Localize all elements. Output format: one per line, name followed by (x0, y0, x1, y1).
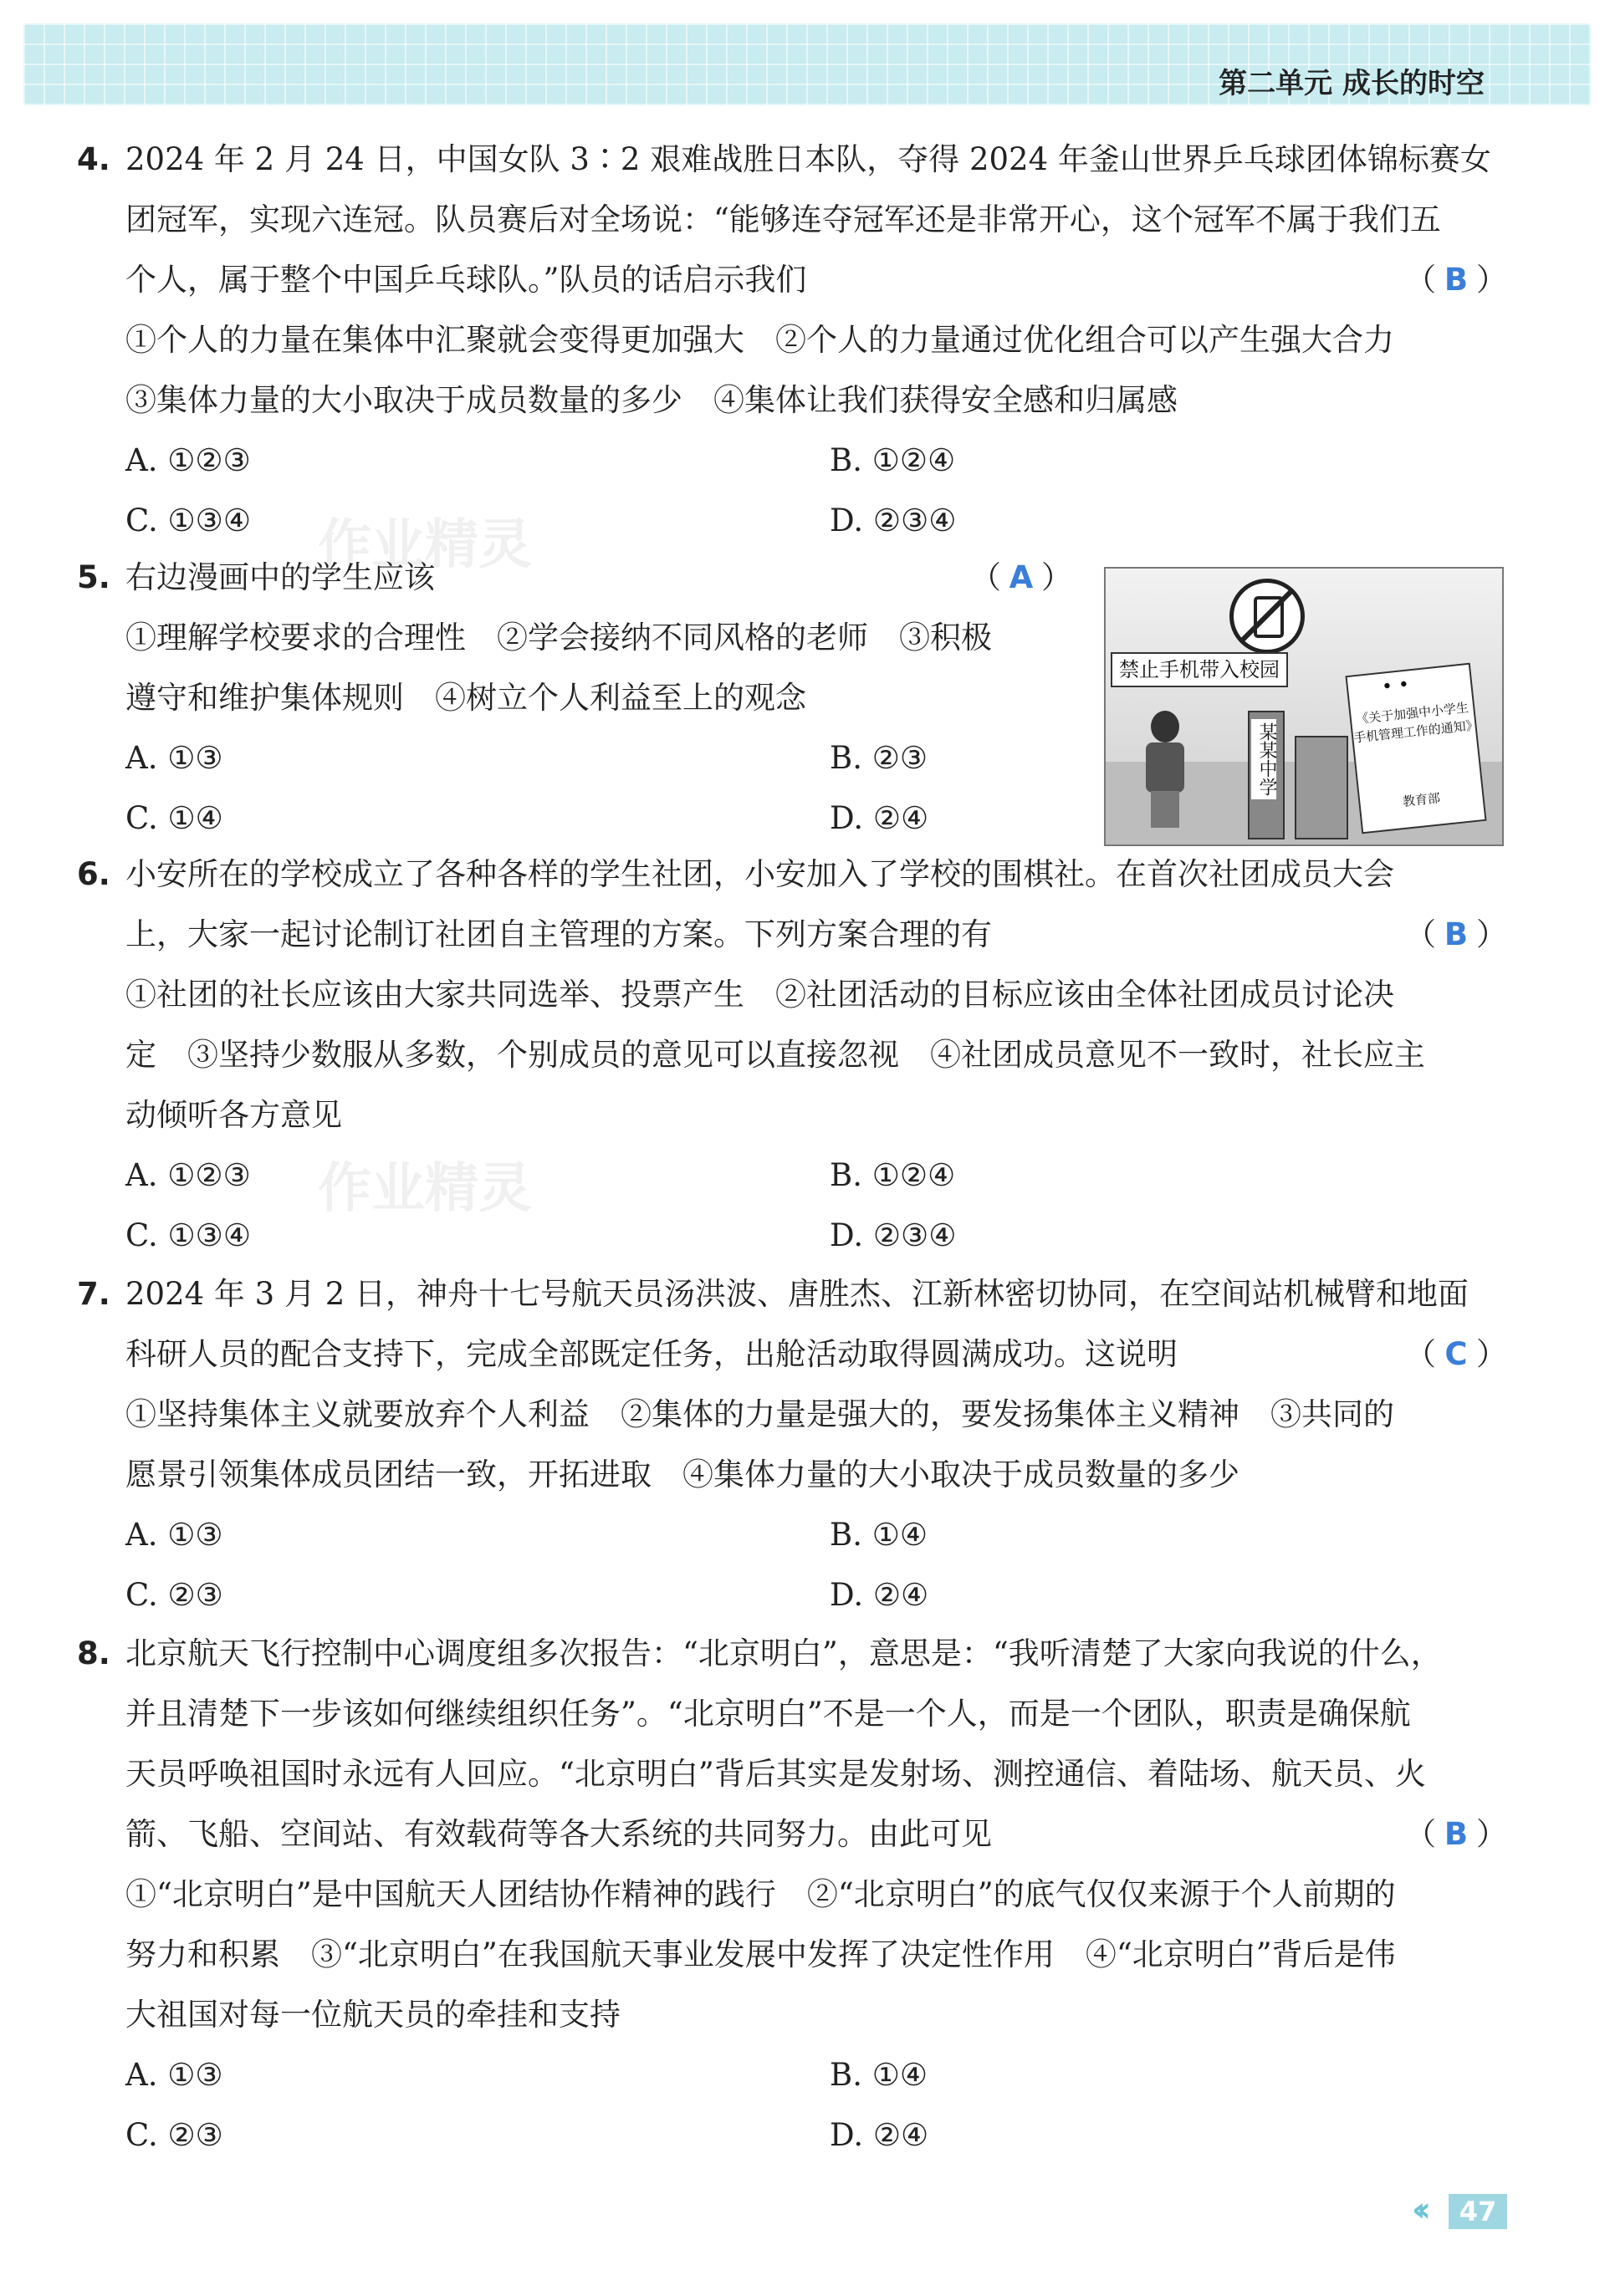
question-text: 右边漫画中的学生应该 (125, 559, 435, 595)
statement-line: 遵守和维护集体规则 ④树立个人利益至上的观念 (125, 680, 806, 716)
option-c: C. ①③④ (125, 503, 252, 538)
school-gate-pillar (1295, 736, 1348, 839)
question-number: 7. (77, 1276, 110, 1312)
option-c: C. ①④ (125, 800, 223, 836)
statement-line: 愿景引领集体成员团结一致，开拓进取 ④集体力量的大小取决于成员数量的多少 (125, 1457, 1239, 1492)
answer-letter: B (1444, 262, 1469, 298)
option-c: C. ②③ (125, 1577, 223, 1613)
watermark: 作业精灵 (318, 514, 532, 576)
option-d: D. ②④ (830, 2117, 929, 2153)
statement-line: 动倾听各方意见 (125, 1097, 342, 1133)
statement-line: ③集体力量的大小取决于成员数量的多少 ④集体让我们获得安全感和归属感 (125, 382, 1178, 418)
option-d: D. ②④ (830, 800, 929, 836)
question-text: 箭、飞船、空间站、有效载荷等各大系统的共同努力。由此可见 (125, 1816, 992, 1852)
answer-bracket: （ B ） (1405, 905, 1507, 965)
statement-line: ①“北京明白”是中国航天人团结协作精神的践行 ②“北京明白”的底气仅仅来源于个人前期的 (125, 1876, 1396, 1912)
statement-line: ①社团的社长应该由大家共同选举、投票产生 ②社团活动的目标应该由全体社团成员讨论决 (125, 977, 1394, 1013)
comic-illustration (1104, 567, 1504, 846)
question-text: 北京航天飞行控制中心调度组多次报告：“北京明白”，意思是：“我听清楚了大家向我说的什么， (125, 1635, 1442, 1671)
question-7 (77, 1264, 1507, 1625)
option-b: B. ①④ (830, 1517, 928, 1553)
option-a: A. ①②③ (125, 1157, 251, 1193)
unit-title: 第二单元 成长的时空 (1219, 67, 1485, 100)
option-c: C. ①③④ (125, 1217, 252, 1253)
answer-letter: B (1444, 916, 1469, 952)
question-text: 2024 年 2 月 24 日，中国女队 3∶2 艰难战胜日本队，夺得 2024 年釜山世界乒乓球团体锦标赛女 (125, 141, 1491, 177)
statement-line: ①坚持集体主义就要放弃个人利益 ②集体的力量是强大的，要发扬集体主义精神 ③共同的 (125, 1396, 1394, 1432)
document-issuer: 教育部 (1402, 790, 1441, 809)
document-face-icon: • • (1380, 674, 1411, 698)
answer-bracket: （ B ） (1405, 250, 1507, 310)
comic-banner: 禁止手机带入校园 (1111, 652, 1288, 687)
option-a: A. ①③ (125, 2057, 223, 2093)
document-title: 《关于加强中小学生手机管理工作的通知》 (1352, 700, 1480, 746)
question-number: 6. (77, 856, 110, 892)
question-text: 2024 年 3 月 2 日，神舟十七号航天员汤洪波、唐胜杰、江新林密切协同，在空间站机械臂和地面 (125, 1276, 1469, 1312)
page-number: 47 (1449, 2194, 1507, 2229)
option-a: A. ①③ (125, 740, 223, 776)
answer-bracket: （ B ） (1405, 1804, 1507, 1865)
question-6 (77, 844, 1507, 1266)
option-a: A. ①②③ (125, 442, 251, 478)
option-a: A. ①③ (125, 1517, 223, 1553)
option-b: B. ①②④ (830, 442, 956, 478)
student-figure (1139, 711, 1189, 828)
answer-letter: A (1009, 559, 1034, 595)
notice-document (1345, 663, 1486, 834)
question-5 (77, 548, 1072, 849)
statement-line: 大祖国对每一位航天员的牵挂和支持 (125, 1997, 621, 2033)
statement-line: 努力和积累 ③“北京明白”在我国航天事业发展中发挥了决定性作用 ④“北京明白”背后是伟 (125, 1936, 1396, 1972)
question-text: 并且清楚下一步该如何继续组织任务”。“北京明白”不是一个人，而是一个团队，职责是确保航 (125, 1696, 1411, 1732)
answer-letter: B (1444, 1816, 1469, 1852)
no-phone-icon (1229, 579, 1305, 654)
question-text: 科研人员的配合支持下，完成全部既定任务，出舱活动取得圆满成功。这说明 (125, 1336, 1178, 1372)
question-text: 个人，属于整个中国乒乓球队。”队员的话启示我们 (125, 262, 807, 298)
answer-letter: C (1444, 1336, 1468, 1372)
school-sign: 某某中学 (1251, 719, 1276, 799)
question-8 (77, 1624, 1507, 2166)
statement-line: 定 ③坚持少数服从多数，个别成员的意见可以直接忽视 ④社团成员意见不一致时，社长应主 (125, 1037, 1425, 1073)
question-text: 小安所在的学校成立了各种各样的学生社团，小安加入了学校的围棋社。在首次社团成员大会 (125, 856, 1394, 892)
question-text: 上，大家一起讨论制订社团自主管理的方案。下列方案合理的有 (125, 916, 992, 952)
option-d: D. ②④ (830, 1577, 929, 1613)
option-d: D. ②③④ (830, 1217, 957, 1253)
watermark: 作业精灵 (318, 1158, 532, 1220)
question-number: 8. (77, 1635, 110, 1671)
question-text: 天员呼唤祖国时永远有人回应。“北京明白”背后其实是发射场、测控通信、着陆场、航天员、火 (125, 1756, 1426, 1792)
statement-line: ①理解学校要求的合理性 ②学会接纳不同风格的老师 ③积极 (125, 620, 992, 656)
option-b: B. ①④ (830, 2057, 928, 2093)
answer-bracket: （ A ） (970, 548, 1072, 608)
option-b: B. ②③ (830, 740, 928, 776)
question-number: 5. (77, 559, 110, 595)
option-c: C. ②③ (125, 2117, 223, 2153)
question-4 (77, 130, 1507, 551)
statement-line: ①个人的力量在集体中汇聚就会变得更加强大 ②个人的力量通过优化组合可以产生强大合力 (125, 322, 1394, 358)
question-number: 4. (77, 141, 110, 177)
option-d: D. ②③④ (830, 503, 957, 538)
answer-bracket: （ C ） (1405, 1324, 1507, 1385)
option-b: B. ①②④ (830, 1157, 956, 1193)
question-text: 团冠军，实现六连冠。队员赛后对全场说：“能够连夺冠军还是非常开心，这个冠军不属于我们五 (125, 202, 1441, 237)
chevron-left-icon: ‹‹ (1412, 2191, 1423, 2229)
